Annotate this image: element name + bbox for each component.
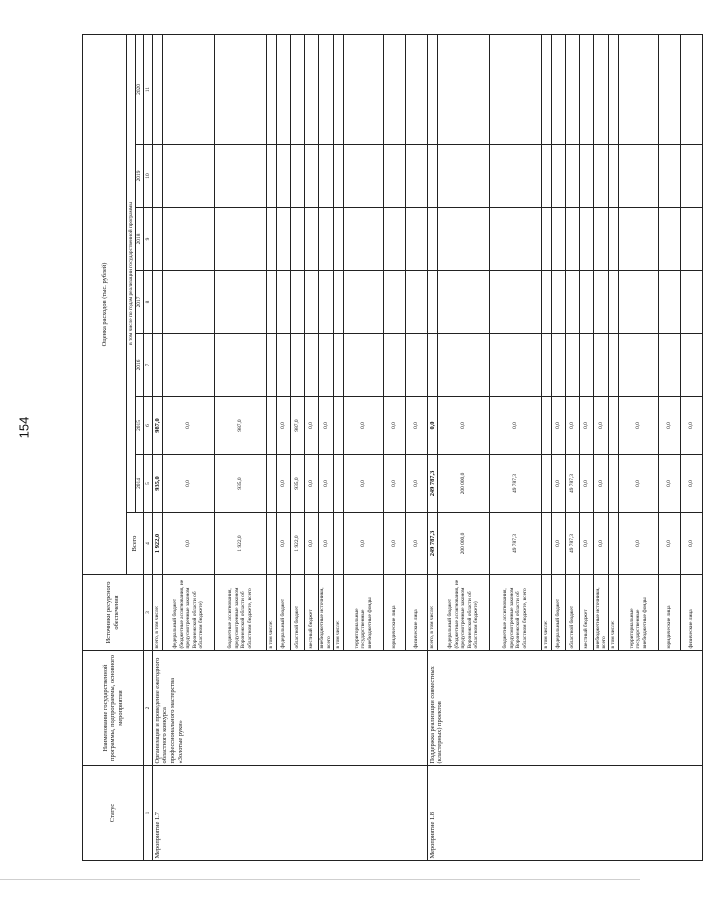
cell-empty — [428, 208, 438, 271]
cell-empty — [541, 334, 551, 397]
cell-empty — [619, 271, 659, 334]
header-source: Источники ресурсного обеспечения — [83, 575, 144, 651]
header-status: Статус — [83, 766, 144, 861]
cell-empty — [579, 271, 593, 334]
cell-empty — [593, 208, 608, 271]
cell-empty — [593, 334, 608, 397]
header-col-number: 8 — [144, 271, 153, 334]
cell-2015: 0,0 — [276, 397, 290, 455]
cell-empty — [681, 145, 703, 208]
page-number: 154 — [16, 416, 32, 439]
cell-empty — [276, 145, 290, 208]
cell-2014: 0,0 — [681, 455, 703, 513]
cell-empty — [565, 34, 579, 144]
cell-empty — [290, 334, 304, 397]
cell-empty — [406, 208, 428, 271]
cell-2015: 0,0 — [406, 397, 428, 455]
header-col-number: 9 — [144, 208, 153, 271]
cell-empty — [276, 334, 290, 397]
cell-2014: 0,0 — [304, 455, 318, 513]
cell-empty — [214, 334, 266, 397]
cell-source: федеральный бюджет — [551, 575, 565, 651]
cell-empty — [276, 271, 290, 334]
cell-2015: 0,0 — [304, 397, 318, 455]
cell-2015: 0,0 — [659, 397, 681, 455]
cell-empty — [565, 208, 579, 271]
cell-empty — [384, 145, 406, 208]
header-col-number: 5 — [144, 455, 153, 513]
cell-2014 — [266, 455, 276, 513]
cell-empty — [541, 34, 551, 144]
cell-empty — [214, 145, 266, 208]
cell-empty — [153, 334, 163, 397]
cell-empty — [619, 208, 659, 271]
cell-empty — [579, 145, 593, 208]
cell-total: 0,0 — [276, 513, 290, 575]
cell-empty — [551, 271, 565, 334]
cell-total: 49 787,3 — [565, 513, 579, 575]
cell-source: бюджетные ассигнования, предусмотренные законом Воронежской области об областном бюджете, всего — [214, 575, 266, 651]
cell-empty — [162, 208, 214, 271]
header-col-number: 10 — [144, 145, 153, 208]
cell-empty — [619, 334, 659, 397]
cell-empty — [428, 34, 438, 144]
cell-empty — [153, 34, 163, 144]
cell-empty — [162, 334, 214, 397]
cell-2014: 49 787,3 — [489, 455, 541, 513]
cell-empty — [384, 34, 406, 144]
cell-empty — [681, 34, 703, 144]
cell-empty — [659, 34, 681, 144]
header-year-2016: 2016 — [135, 334, 144, 397]
cell-empty — [266, 271, 276, 334]
cell-empty — [384, 271, 406, 334]
cell-empty — [153, 208, 163, 271]
cell-2014: 0,0 — [344, 455, 384, 513]
cell-empty — [318, 34, 333, 144]
cell-empty — [593, 271, 608, 334]
cell-empty — [290, 34, 304, 144]
cell-empty — [162, 145, 214, 208]
cell-empty — [153, 271, 163, 334]
cell-empty — [437, 208, 489, 271]
cell-empty — [406, 334, 428, 397]
cell-status: Мероприятие 1.7 — [153, 766, 428, 861]
header-col-number: 3 — [144, 575, 153, 651]
cell-empty — [659, 271, 681, 334]
cell-empty — [593, 145, 608, 208]
cell-2015: 0,0 — [162, 397, 214, 455]
cell-source: в том числе: — [609, 575, 619, 651]
cell-name: Поддержка реализации совместных (кластерных) проектов — [428, 651, 703, 766]
cell-2015: 0,0 — [489, 397, 541, 455]
cell-2014: 0,0 — [318, 455, 333, 513]
cell-empty — [428, 334, 438, 397]
cell-total: 0,0 — [304, 513, 318, 575]
cell-empty — [344, 334, 384, 397]
cell-empty — [579, 334, 593, 397]
cell-2014 — [541, 455, 551, 513]
cell-total: 0,0 — [579, 513, 593, 575]
cell-2014: 935,0 — [214, 455, 266, 513]
cell-empty — [565, 271, 579, 334]
header-year-2017: 2017 — [135, 271, 144, 334]
cell-empty — [437, 271, 489, 334]
cell-2014: 0,0 — [551, 455, 565, 513]
cell-source: федеральный бюджет (бюджетные ассигнования, не предусмотренные законом Воронежской области об областном бюджете) — [437, 575, 489, 651]
table-row — [153, 34, 163, 860]
cell-empty — [290, 271, 304, 334]
cell-total — [334, 513, 344, 575]
cell-source: физические лица — [681, 575, 703, 651]
cell-source: внебюджетные источники, всего — [593, 575, 608, 651]
cell-total: 1 922,0 — [153, 513, 163, 575]
cell-empty — [609, 34, 619, 144]
cell-empty — [489, 145, 541, 208]
cell-empty — [437, 334, 489, 397]
header-col-number: 1 — [144, 766, 153, 861]
cell-empty — [266, 34, 276, 144]
cell-empty — [304, 271, 318, 334]
header-by-years: в том числе по годам реализации государственной программы — [127, 34, 136, 512]
cell-empty — [541, 145, 551, 208]
cell-source: местный бюджет — [304, 575, 318, 651]
cell-2014: 0,0 — [659, 455, 681, 513]
cell-empty — [551, 208, 565, 271]
cell-2014: 935,0 — [290, 455, 304, 513]
cell-empty — [318, 208, 333, 271]
cell-empty — [541, 208, 551, 271]
header-col-number: 4 — [144, 513, 153, 575]
cell-empty — [489, 271, 541, 334]
cell-source: местный бюджет — [579, 575, 593, 651]
cell-empty — [276, 208, 290, 271]
cell-source: юридические лица — [384, 575, 406, 651]
page-bottom-rule — [0, 879, 640, 880]
cell-empty — [344, 271, 384, 334]
header-year-2015: 2015 — [135, 397, 144, 455]
cell-2014 — [609, 455, 619, 513]
cell-total: 1 922,0 — [290, 513, 304, 575]
cell-2015: 0,0 — [384, 397, 406, 455]
cell-2014: 0,0 — [593, 455, 608, 513]
cell-empty — [609, 208, 619, 271]
cell-empty — [334, 34, 344, 144]
cell-2015 — [609, 397, 619, 455]
table-row — [428, 34, 438, 860]
cell-empty — [153, 145, 163, 208]
cell-empty — [551, 145, 565, 208]
cell-total: 0,0 — [681, 513, 703, 575]
header-year-2019: 2019 — [135, 145, 144, 208]
cell-source: в том числе: — [541, 575, 551, 651]
cell-total — [266, 513, 276, 575]
cell-source: федеральный бюджет (бюджетные ассигнования, не предусмотренные законом Воронежской области об областном бюджете) — [162, 575, 214, 651]
cell-empty — [406, 271, 428, 334]
cell-empty — [344, 34, 384, 144]
cell-empty — [304, 208, 318, 271]
cell-2015 — [541, 397, 551, 455]
cell-2014: 0,0 — [276, 455, 290, 513]
cell-total: 0,0 — [406, 513, 428, 575]
cell-2014: 0,0 — [162, 455, 214, 513]
header-col-number: 6 — [144, 397, 153, 455]
budget-table — [82, 34, 703, 861]
cell-total — [541, 513, 551, 575]
cell-empty — [318, 334, 333, 397]
cell-total: 0,0 — [551, 513, 565, 575]
cell-empty — [428, 145, 438, 208]
cell-empty — [541, 271, 551, 334]
cell-empty — [619, 145, 659, 208]
cell-empty — [276, 34, 290, 144]
header-col-number: 7 — [144, 334, 153, 397]
cell-empty — [334, 334, 344, 397]
cell-2015: 0,0 — [318, 397, 333, 455]
cell-empty — [406, 34, 428, 144]
cell-name: Организация и проведение ежегодного областного конкурса профессионального мастерства «Золотые руки» — [153, 651, 428, 766]
cell-2015: 0,0 — [428, 397, 438, 455]
cell-empty — [344, 145, 384, 208]
cell-2015: 0,0 — [565, 397, 579, 455]
cell-2014: 0,0 — [384, 455, 406, 513]
cell-2015: 987,0 — [214, 397, 266, 455]
cell-total: 1 922,0 — [214, 513, 266, 575]
cell-2015 — [266, 397, 276, 455]
cell-empty — [681, 334, 703, 397]
cell-empty — [659, 334, 681, 397]
header-col-number: 11 — [144, 34, 153, 144]
cell-total: 0,0 — [659, 513, 681, 575]
cell-status: Мероприятие 1.8 — [428, 766, 703, 861]
cell-source: в том числе: — [266, 575, 276, 651]
cell-2014: 935,0 — [153, 455, 163, 513]
cell-empty — [565, 334, 579, 397]
cell-2014: 249 787,3 — [428, 455, 438, 513]
cell-empty — [290, 145, 304, 208]
cell-2014 — [334, 455, 344, 513]
cell-source: в том числе: — [334, 575, 344, 651]
cell-empty — [551, 334, 565, 397]
cell-empty — [609, 145, 619, 208]
table-header — [83, 34, 153, 860]
header-year-2014: 2014 — [135, 455, 144, 513]
cell-empty — [214, 271, 266, 334]
cell-empty — [344, 208, 384, 271]
cell-empty — [579, 208, 593, 271]
cell-total: 200 000,0 — [437, 513, 489, 575]
header-col-numbers-row — [144, 34, 153, 860]
cell-2015: 987,0 — [290, 397, 304, 455]
cell-empty — [304, 334, 318, 397]
cell-empty — [318, 271, 333, 334]
cell-empty — [334, 271, 344, 334]
cell-2015: 0,0 — [579, 397, 593, 455]
cell-source: физические лица — [406, 575, 428, 651]
cell-2014: 0,0 — [579, 455, 593, 513]
cell-empty — [266, 334, 276, 397]
cell-empty — [551, 34, 565, 144]
cell-empty — [162, 34, 214, 144]
cell-2015: 0,0 — [681, 397, 703, 455]
cell-total: 0,0 — [318, 513, 333, 575]
cell-empty — [609, 334, 619, 397]
cell-empty — [384, 334, 406, 397]
cell-empty — [266, 208, 276, 271]
cell-source: территориальные государственные внебюджетные фонды — [619, 575, 659, 651]
cell-empty — [659, 208, 681, 271]
cell-source: областной бюджет — [290, 575, 304, 651]
header-name: Наименование государственной программы, подпрограммы, основного мероприятия — [83, 651, 144, 766]
cell-empty — [609, 271, 619, 334]
cell-empty — [681, 271, 703, 334]
cell-2015: 0,0 — [344, 397, 384, 455]
cell-total: 0,0 — [619, 513, 659, 575]
cell-source: областной бюджет — [565, 575, 579, 651]
rotated-table-wrapper — [82, 35, 695, 861]
cell-empty — [579, 34, 593, 144]
header-total: Всего — [127, 513, 144, 575]
cell-source: всего, в том числе: — [153, 575, 163, 651]
cell-total: 0,0 — [384, 513, 406, 575]
cell-empty — [214, 208, 266, 271]
cell-source: федеральный бюджет — [276, 575, 290, 651]
header-year-2018: 2018 — [135, 208, 144, 271]
header-col-number: 2 — [144, 651, 153, 766]
cell-2015: 0,0 — [593, 397, 608, 455]
cell-empty — [406, 145, 428, 208]
cell-empty — [266, 145, 276, 208]
cell-empty — [318, 145, 333, 208]
cell-empty — [304, 34, 318, 144]
cell-empty — [214, 34, 266, 144]
cell-source: всего, в том числе: — [428, 575, 438, 651]
cell-empty — [384, 208, 406, 271]
cell-empty — [619, 34, 659, 144]
cell-source: юридические лица — [659, 575, 681, 651]
cell-total: 0,0 — [593, 513, 608, 575]
cell-empty — [681, 208, 703, 271]
cell-2015: 0,0 — [551, 397, 565, 455]
cell-2015: 0,0 — [437, 397, 489, 455]
cell-total: 0,0 — [344, 513, 384, 575]
cell-empty — [565, 145, 579, 208]
cell-empty — [334, 145, 344, 208]
table-body — [153, 34, 703, 860]
cell-total: 0,0 — [162, 513, 214, 575]
cell-empty — [162, 271, 214, 334]
cell-empty — [428, 271, 438, 334]
cell-empty — [437, 145, 489, 208]
cell-empty — [437, 34, 489, 144]
cell-total: 49 787,3 — [489, 513, 541, 575]
cell-empty — [489, 208, 541, 271]
cell-2014: 49 787,3 — [565, 455, 579, 513]
cell-empty — [489, 334, 541, 397]
cell-2015: 987,0 — [153, 397, 163, 455]
cell-total — [609, 513, 619, 575]
cell-empty — [290, 208, 304, 271]
cell-2015 — [334, 397, 344, 455]
cell-empty — [593, 34, 608, 144]
cell-2015: 0,0 — [619, 397, 659, 455]
cell-source: внебюджетные источники, всего — [318, 575, 333, 651]
cell-2014: 0,0 — [619, 455, 659, 513]
cell-empty — [659, 145, 681, 208]
cell-empty — [334, 208, 344, 271]
header-estimate: Оценка расходов (тыс. рублей) — [83, 34, 127, 574]
cell-empty — [489, 34, 541, 144]
cell-2014: 0,0 — [406, 455, 428, 513]
cell-source: бюджетные ассигнования, предусмотренные законом Воронежской области об областном бюджете, всего — [489, 575, 541, 651]
cell-source: территориальные государственные внебюджетные фонды — [344, 575, 384, 651]
header-year-2020: 2020 — [135, 34, 144, 144]
cell-empty — [304, 145, 318, 208]
cell-total: 249 787,3 — [428, 513, 438, 575]
cell-2014: 200 000,0 — [437, 455, 489, 513]
